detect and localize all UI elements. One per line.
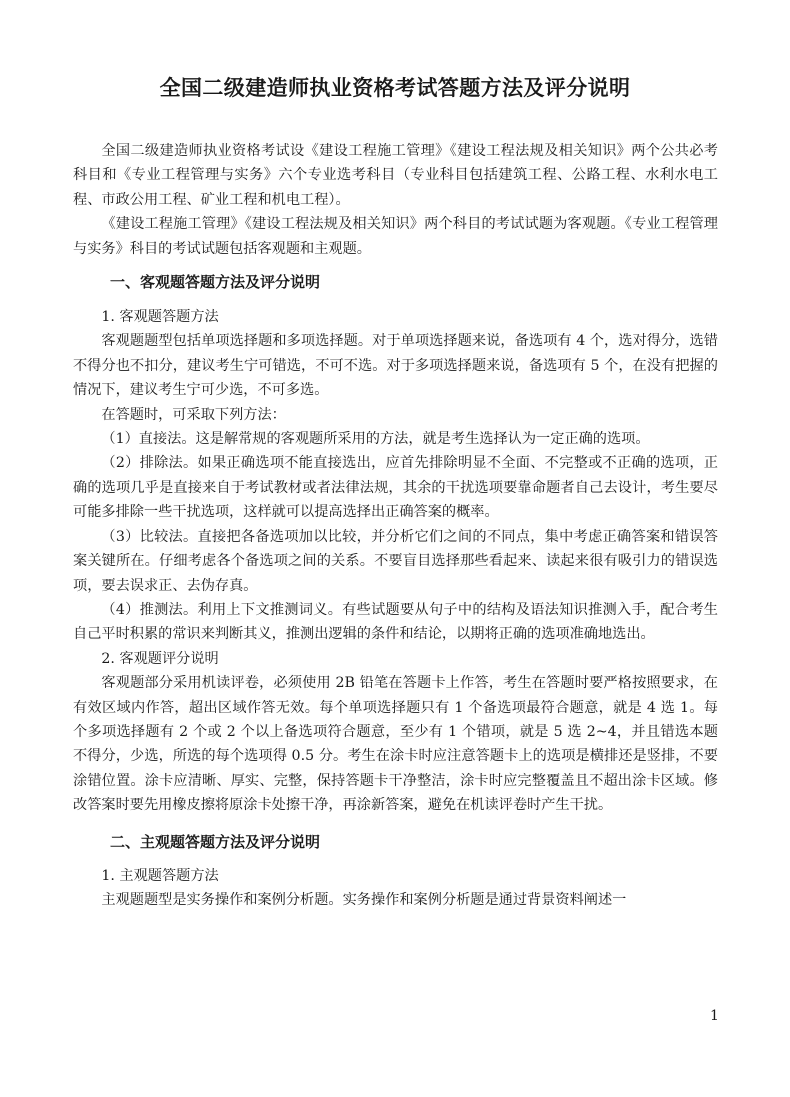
- section-2-paragraph-1: 主观题题型是实务操作和案例分析题。实务操作和案例分析题是通过背景资料阐述一: [101, 891, 627, 908]
- intro-paragraph-2: 《建设工程施工管理》《建设工程法规及相关知识》两个科目的考试试题为客观题。《专业工程管理与实务》科目的考试试题包括客观题和主观题。: [73, 216, 718, 257]
- section-1-scoring-paragraph: 客观题部分采用机读评卷，必须使用 2B 铅笔在答题卡上作答，考生在答题时要严格按照要求，在有效区域内作答，超出区域作答无效。每个单项选择题只有 1 个备选项最符合题意，就是 4 选 1。每个多项选择题有 2 个或 2 个以上备选项符合题意，至少有 1 个错项，就是 5 选 2~4，并且错选本题不得分，少选，所选的每个选项得 0.5 分。考生在涂卡时应注意答题卡上的选项是横排还是竖排，不要涂错位置。涂卡应清晰、厚实、完整，保持答题卡干净整洁，涂卡时应完整覆盖且不超出涂卡区域。修改答案时要先用橡皮擦将原涂卡处擦干净，再涂新答案，避免在机读评卷时产生干扰。: [73, 675, 718, 814]
- section-1-method-2: （2）排除法。如果正确选项不能直接选出，应首先排除明显不全面、不完整或不正确的选项，正确的选项几乎是直接来自于考试教材或者法律法规，其余的干扰选项要靠命题者自己去设计，考生要尽可能多排除一些干扰选项，这样就可以提高选择出正确答案的概率。: [73, 455, 718, 521]
- section-2-heading: 二、主观题答题方法及评分说明: [110, 832, 321, 851]
- section-1-paragraph-2: 在答题时，可采取下列方法：: [101, 406, 286, 423]
- section-1-method-4: （4）推测法。利用上下文推测词义。有些试题要从句子中的结构及语法知识推测入手，配合考生自己平时积累的常识来判断其义，推测出逻辑的条件和结论，以期将正确的选项准确地选出。: [73, 601, 718, 643]
- page-number: 1: [710, 1008, 719, 1024]
- intro-paragraph-1: 全国二级建造师执业资格考试设《建设工程施工管理》《建设工程法规及相关知识》两个公共必考科目和《专业工程管理与实务》六个专业选考科目（专业科目包括建筑工程、公路工程、水利水电工程、市政公用工程、矿业工程和机电工程）。: [73, 143, 718, 208]
- section-1-method-1: （1）直接法。这是解常规的客观题所采用的方法，就是考生选择认为一定正确的选项。: [101, 431, 650, 448]
- section-1-heading: 一、客观题答题方法及评分说明: [110, 273, 321, 292]
- section-1-sub-2-title: 2. 客观题评分说明: [101, 650, 219, 667]
- document-title: 全国二级建造师执业资格考试答题方法及评分说明: [159, 76, 631, 100]
- section-2-sub-1-title: 1. 主观题答题方法: [101, 867, 219, 884]
- section-1-sub-1-title: 1. 客观题答题方法: [101, 309, 219, 326]
- document-body: [73, 139, 718, 912]
- section-1-paragraph-1: 客观题题型包括单项选择题和多项选择题。对于单项选择题来说，备选项有 4 个，选对得分，选错不得分也不扣分，建议考生宁可错选，不可不选。对于多项选择题来说，备选项有 5 个，在没有把握的情况下，建议考生宁可少选，不可多选。: [73, 333, 718, 399]
- section-1-method-3: （3）比较法。直接把各备选项加以比较，并分析它们之间的不同点，集中考虑正确答案和错误答案关键所在。仔细考虑各个备选项之间的关系。不要盲目选择那些看起来、读起来很有吸引力的错误选项，要去误求正、去伪存真。: [73, 528, 718, 594]
